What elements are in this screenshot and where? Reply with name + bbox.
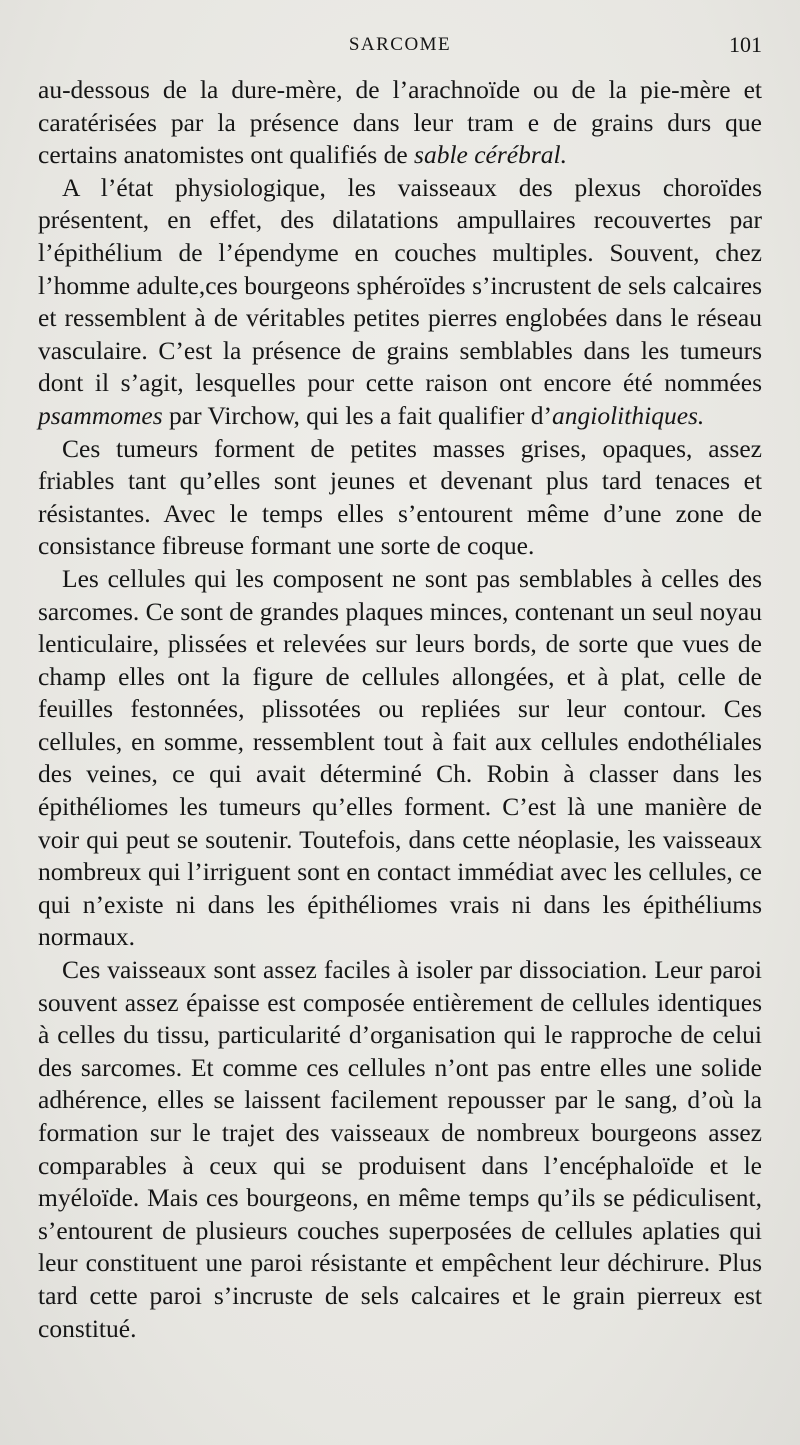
italic-term: psammomes — [38, 400, 163, 430]
paragraph-1 — [38, 74, 762, 172]
paragraph-3 — [38, 433, 762, 563]
paragraph-text: Ces tumeurs forment de petites masses grises, opaques, assez friables tant qu’elles sont jeunes et devenant plus tard tenaces et résistantes. Avec le temps elles s’entourent même d’une zone de consistance fibreuse formant une sorte de coque. — [38, 433, 762, 561]
italic-term: sable cérébral. — [414, 140, 567, 170]
page-header — [38, 30, 762, 70]
running-head: SARCOME — [348, 34, 452, 55]
paragraph-text: par Virchow, qui les a fait qualifier d’ — [162, 400, 553, 430]
paragraph-text: Ces vaisseaux sont assez faciles à isoler par dissociation. Leur paroi souvent assez épaisse est composée entièrement de cellules identiques à celles du tissu, particularité d’organisation qui le rapproche de celui des sarcomes. Et comme ces cellules n’ont pas entre elles une solide adhérence, elles se laissent facilement repousser par le sang, d’où la formation sur le trajet des vaisseaux de nombreux bourgeons assez comparables à ceux qui se produisent dans l’encéphaloïde et le myéloïde. Mais ces bourgeons, en même temps qu’ils se pédiculisent, s’entourent de plusieurs couches superposées de cellules aplaties qui leur constituent une paroi résistante et empêchent leur déchirure. Plus tard cette paroi s’incruste de sels calcaires et le grain pierreux est constitué. — [38, 955, 762, 1343]
paragraph-text: A l’état physiologique, les vaisseaux des plexus choroïdes présentent, en effet, des dilatations ampullaires recouvertes par l’épithélium de l’épendyme en couches multiples. Souvent, chez l’homme adulte,ces bourgeons sphéroïdes s’incrustent de sels calcaires et ressemblent à de véritables petites pierres englobées dans le réseau vasculaire. C’est la présence de grains semblables dans les tumeurs dont il s’agit, lesquelles pour cette raison ont encore été nommées — [38, 172, 762, 398]
paragraph-text: au-dessous de la dure-mère, de l’arachnoïde ou de la pie-mère et caratérisées par la présence dans leur tram e de grains durs que certains anatomistes ont qualifiés de — [38, 75, 762, 170]
page-number: 101 — [729, 32, 762, 57]
paragraph-4 — [38, 563, 762, 954]
paragraph-5 — [38, 954, 762, 1345]
body-text — [38, 74, 762, 1345]
italic-term: angiolithiques. — [552, 400, 705, 430]
paragraph-text: Les cellules qui les composent ne sont pas semblables à celles des sarcomes. Ce sont de grandes plaques minces, contenant un seul noyau lenticulaire, plissées et relevées sur leurs bords, de sorte que vues de champ elles ont la figure de cellules allongées, et à plat, celle de feuilles festonnées, plissotées ou repliées sur leur contour. Ces cellules, en somme, ressemblent tout à fait aux cellules endothéliales des veines, ce qui avait déterminé Ch. Robin à classer dans les épithéliomes les tumeurs qu’elles forment. C’est là une manière de voir qui peut se soutenir. Toutefois, dans cette néoplasie, les vaisseaux nombreux qui l’irriguent sont en contact immédiat avec les cellules, ce qui n’existe ni dans les épithéliomes vrais ni dans les épithéliums normaux. — [38, 563, 762, 952]
paragraph-2 — [38, 172, 762, 433]
